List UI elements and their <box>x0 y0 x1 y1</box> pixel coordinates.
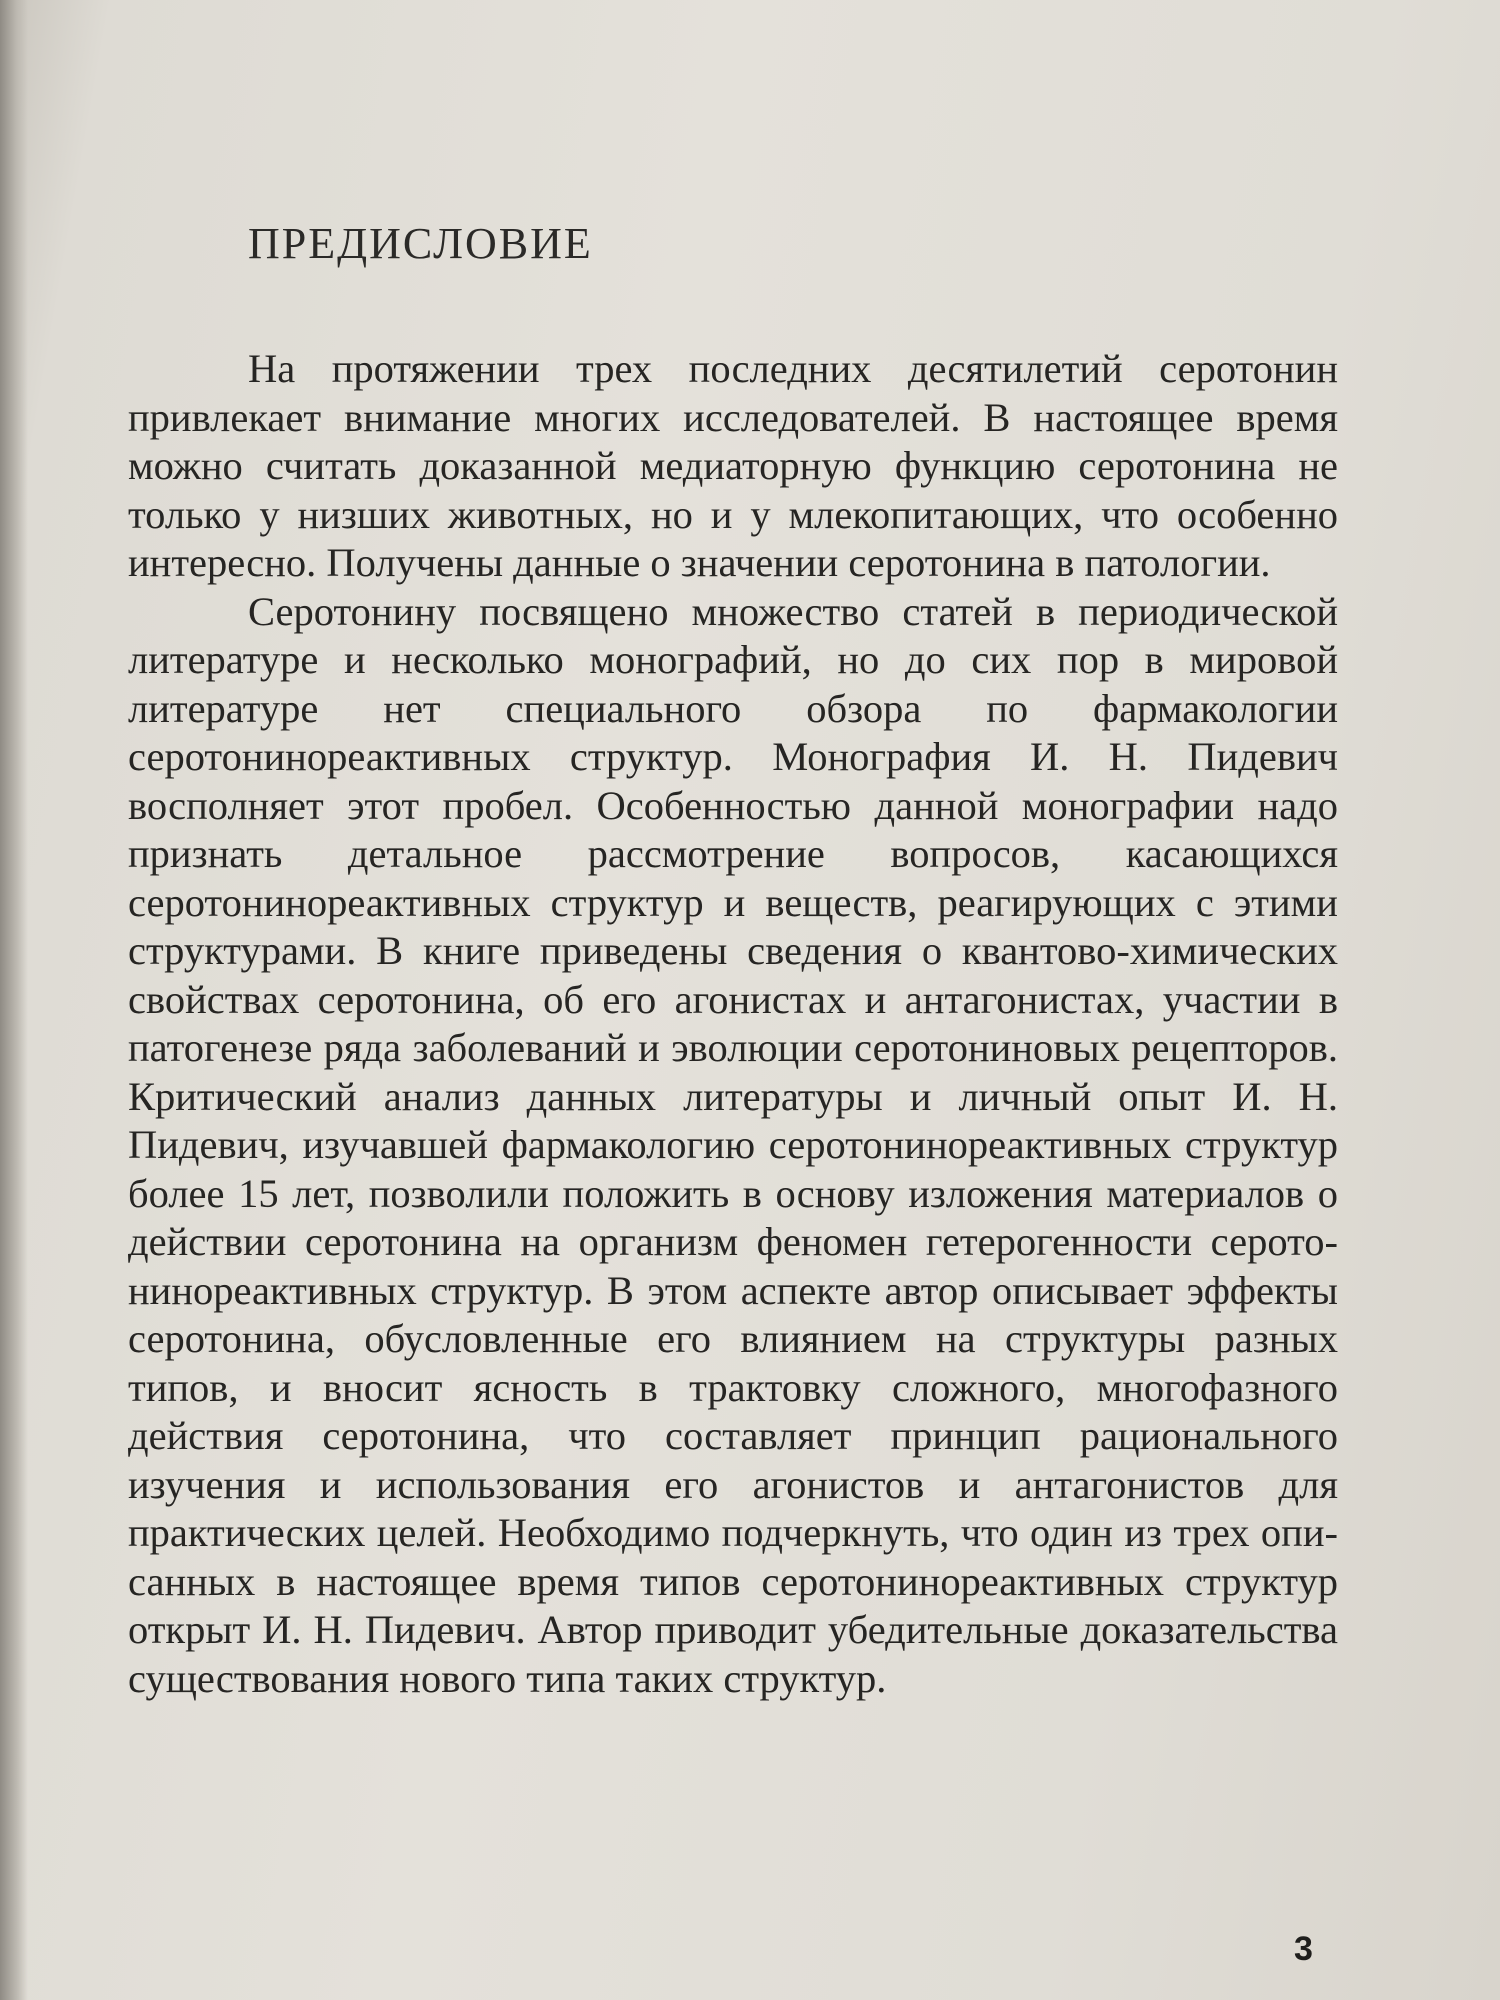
preface-body <box>128 345 1338 1703</box>
spine-shadow <box>0 0 28 2000</box>
page-number: 3 <box>1294 1930 1313 1968</box>
page-heading: ПРЕДИСЛОВИЕ <box>248 219 593 268</box>
paragraph-1: На протяжении трех последних десятилетий серотонин привлекает внимание многих исследователей. В настоящее время можно считать доказанной медиаторную функцию серотонина не только у низших животных, но и у млекопитающих, что особенно интересно. Получены данные о значении серотонина в патологии. <box>128 346 1338 585</box>
paragraph-2: Серотонину посвящено множество статей в периодической литературе и несколько монографий, но до сих пор в мировой литературе нет специального обзора по фармакологии серотонинореактивных структур. Монография И. Н. Пидевич восполняет этот пробел. Особенностью данной монографии надо признать детальное рассмотрение вопросов, касающихся серотонинореактивных структур и веществ, реагирующих с этими структурами. В книге приведены сведения о квантово-химических свойствах серотонина, об его агонистах и антагонистах, участии в патогенезе ряда заболеваний и эволюции серотониновых рецепторов. Критический анализ данных литературы и личный опыт И. Н. Пидевич, изучавшей фармакологию серотонинореактивных структур более 15 лет, позволили положить в основу изложения материалов о действии серотонина на организм феномен гетерогенности серотонинореактивных структур. В этом аспекте автор описывает эффекты серотонина, обусловленные его влиянием на структуры разных типов, и вносит ясность в трактовку сложного, многофазного действия серотонина, что составляет принцип рационального изучения и использования его агонистов и антагонистов для практических целей. Необходимо подчеркнуть, что один из трех описанных в настоящее время типов серотонинореактивных структур открыт И. Н. Пидевич. Автор приводит убедительные доказательства существования нового типа таких структур. <box>128 588 1338 1701</box>
